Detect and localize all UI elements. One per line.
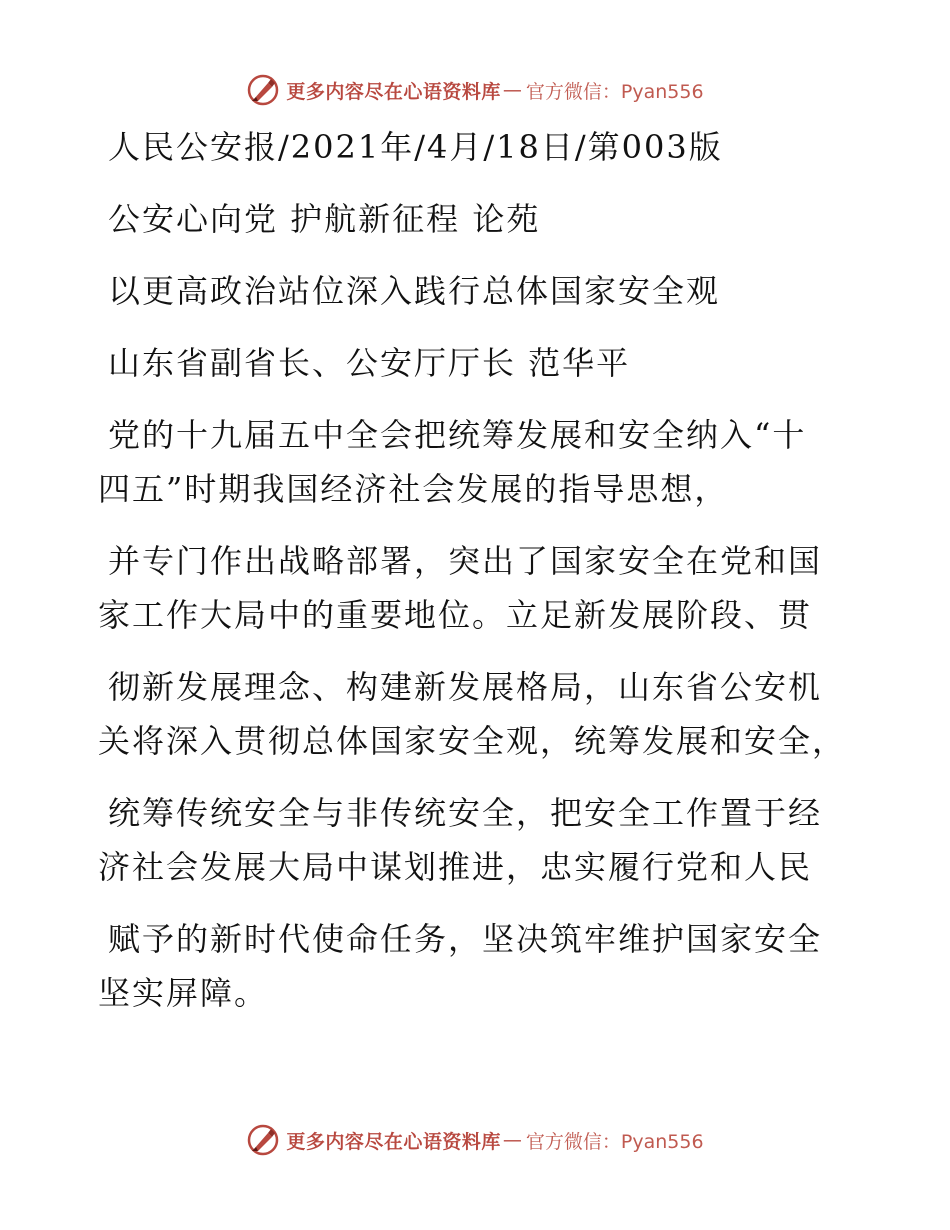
watermark-text: 更多内容尽在心语资料库 bbox=[286, 80, 501, 103]
author-line: 山东省副省长、公安厅厅长 范华平 bbox=[108, 344, 631, 382]
paragraph-line: 党的十九届五中全会把统筹发展和安全纳入“十 bbox=[108, 416, 807, 454]
paragraph-line: 关将深入贯彻总体国家安全观，统筹发展和安全， bbox=[98, 722, 847, 760]
paragraph-line: 统筹传统安全与非传统安全，把安全工作置于经 bbox=[108, 794, 823, 832]
header-watermark bbox=[0, 70, 950, 110]
paragraph-line: 彻新发展理念、构建新发展格局，山东省公安机 bbox=[108, 668, 823, 706]
watermark-wechat: 官方微信：Pyan556 bbox=[525, 1130, 704, 1153]
column-name: 公安心向党 护航新征程 论苑 bbox=[108, 200, 541, 238]
paragraph-line: 赋予的新时代使命任务，坚决筑牢维护国家安全 bbox=[108, 920, 823, 958]
watermark-wechat: 官方微信：Pyan556 bbox=[525, 80, 704, 103]
paragraph-line: 四五”时期我国经济社会发展的指导思想， bbox=[98, 470, 729, 508]
paragraph-line: 并专门作出战略部署，突出了国家安全在党和国 bbox=[108, 542, 823, 580]
pen-logo-icon bbox=[246, 73, 280, 107]
pen-logo-icon bbox=[246, 1123, 280, 1157]
footer-watermark bbox=[0, 1120, 950, 1160]
document-body bbox=[98, 124, 847, 1016]
paragraph-line: 坚实屏障。 bbox=[98, 974, 269, 1012]
paragraph-line: 济社会发展大局中谋划推进，忠实履行党和人民 bbox=[98, 848, 813, 886]
watermark-text: 更多内容尽在心语资料库 bbox=[286, 1130, 501, 1153]
watermark-separator: — bbox=[502, 1129, 522, 1151]
source-line: 人民公安报/2021年/4月/18日/第003版 bbox=[108, 128, 723, 166]
watermark-separator: — bbox=[502, 79, 522, 101]
article-title: 以更高政治站位深入践行总体国家安全观 bbox=[108, 272, 721, 310]
paragraph-line: 家工作大局中的重要地位。立足新发展阶段、贯 bbox=[98, 596, 813, 634]
